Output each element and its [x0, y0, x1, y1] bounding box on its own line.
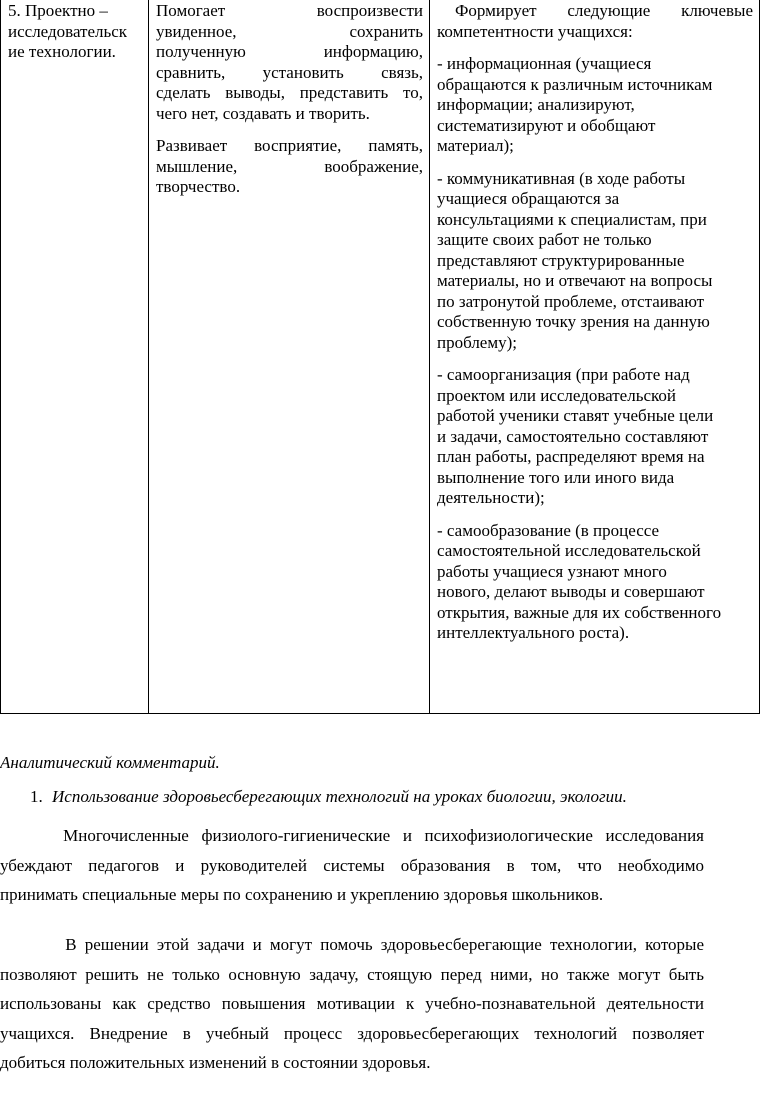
- text-line: Развивает восприятие, память,: [156, 136, 423, 155]
- text-line: сделать выводы, представить то,: [156, 83, 423, 102]
- text-line: ие технологии.: [8, 42, 116, 61]
- text-line: чего нет, создавать и творить.: [156, 103, 370, 123]
- table-row: [1, 0, 760, 714]
- list-text: Использование здоровьесберегающих технологий на уроках биологии, экологии.: [52, 787, 627, 806]
- text-line: проблему);: [437, 332, 517, 352]
- text-line: сравнить, установить связь,: [156, 62, 423, 82]
- text-line: убеждают педагогов и руководителей системы образования в том, что необходимо: [0, 855, 704, 875]
- text-line: материал);: [437, 136, 514, 155]
- text-line: позволяют решить не только основную задачу, стоящую перед ними, но также могут быть: [0, 964, 704, 984]
- text-line: учащиеся обращаются за: [437, 189, 620, 208]
- body-paragraph-1: [0, 821, 704, 910]
- text-line: представляют структурированные: [437, 250, 685, 270]
- text-line: самостоятельной исследовательской: [437, 541, 701, 560]
- text-line: открытия, важные для их собственного: [437, 602, 722, 622]
- text-line: проектом или исследовательской: [437, 385, 677, 405]
- text-line: защите своих работ не только: [437, 230, 652, 249]
- text-line: деятельности);: [437, 488, 545, 507]
- text-line: Помогает воспроизвести: [156, 1, 423, 20]
- text-line: творчество.: [156, 177, 241, 196]
- description-paragraph-1: [156, 1, 423, 124]
- text-line: по затронутой проблеме, отстаивают: [437, 291, 705, 311]
- body-paragraph-2: [0, 930, 704, 1078]
- text-line: - коммуникативная (в ходе работы: [437, 168, 686, 188]
- text-line: - информационная (учащиеся: [437, 54, 652, 73]
- text-line: учащихся. Внедрение в учебный процесс здоровьесберегающих технологий позволяет: [0, 1023, 704, 1043]
- text-line: информации; анализируют,: [437, 95, 635, 114]
- text-line: полученную информацию,: [156, 42, 423, 61]
- text-line: принимать специальные меры по сохранению и укреплению здоровья школьников.: [0, 885, 604, 904]
- text-line: работой ученики ставят учебные цели: [437, 406, 714, 425]
- text-line: компетентности учащихся:: [437, 21, 633, 41]
- text-line: - самообразование (в процессе: [437, 520, 660, 540]
- text-line: обращаются к различным источникам: [437, 74, 713, 94]
- technology-name-cell: [1, 0, 149, 714]
- competency-self-education: [437, 521, 753, 644]
- text-line: план работы, распределяют время на: [437, 447, 705, 466]
- description-paragraph-2: [156, 136, 423, 198]
- text-line: и задачи, самостоятельно составляют: [437, 426, 709, 446]
- competency-self-organization: [437, 365, 753, 509]
- text-line: 5. Проектно –: [8, 1, 108, 20]
- technology-name: [8, 1, 142, 63]
- text-line: - самоорганизация (при работе над: [437, 365, 690, 384]
- text-line: использованы как средство повышения мотивации к учебно-познавательной деятельности: [0, 994, 704, 1013]
- text-line: Многочисленные физиолого-гигиенические и психофизиологические исследования: [0, 826, 704, 845]
- text-line: систематизируют и обобщают: [437, 115, 656, 135]
- list-number: 1.: [30, 787, 43, 806]
- text-line: мышление, воображение,: [156, 156, 423, 176]
- text-line: выполнение того или иного вида: [437, 467, 675, 487]
- comment-heading: Аналитический комментарий.: [0, 753, 220, 772]
- text-line: собственную точку зрения на данную: [437, 312, 710, 331]
- text-line: материалы, но и отвечают на вопросы: [437, 271, 713, 290]
- text-line: добиться положительных изменений в состоянии здоровья.: [0, 1053, 431, 1072]
- text-line: интеллектуального роста).: [437, 623, 630, 642]
- text-line: Формирует следующие ключевые: [455, 1, 753, 20]
- competency-communicative: [437, 169, 753, 354]
- description-cell: [149, 0, 430, 714]
- competency-informational: [437, 54, 753, 157]
- text-line: работы учащиеся узнают много: [437, 561, 667, 581]
- numbered-heading: [30, 787, 627, 807]
- text-line: увиденное, сохранить: [156, 21, 423, 41]
- text-line: консультациями к специалистам, при: [437, 209, 707, 229]
- competencies-cell: [430, 0, 760, 714]
- text-line: нового, делают выводы и совершают: [437, 582, 705, 601]
- text-line: исследовательск: [8, 21, 128, 41]
- competencies-intro: [437, 1, 753, 42]
- text-line: В решении этой задачи и могут помочь здоровьесберегающие технологии, которые: [0, 935, 704, 954]
